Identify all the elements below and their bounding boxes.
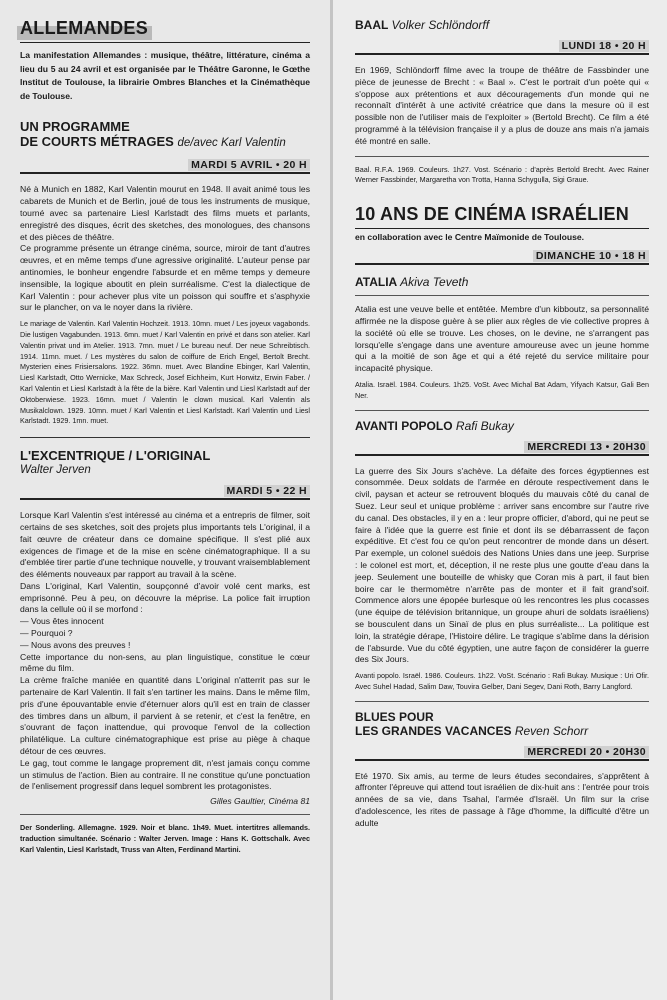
film-credits: Der Sonderling. Allemagne. 1929. Noir et blanc. 1h49. Muet. intertitres allemands. traduction simultanée. Scénario : Walter Jerven. Image : Hans K. Gottschalk. Avec Karl Valentin, Liesl Karlstadt, Truss van Alten, Ferdinand Martini. <box>20 823 310 854</box>
film-title-baal <box>355 18 649 32</box>
divider <box>355 156 649 157</box>
paragraph: Né à Munich en 1882, Karl Valentin mourut en 1948. Il avait animé tous les cabarets de Munich et de Berlin, joué de tous les instruments de musique, tourné avec sa partenaire Liesl Karlstadt des films muets et parlants, enregistré des disques, écrit des sketches, des monologues, des chansons et des pièces de théâtre. <box>20 184 310 242</box>
divider <box>20 42 310 43</box>
paragraph: Cette importance du non-sens, au plan linguistique, constitue le cœur même du film. <box>20 651 310 674</box>
dialogue-line: — Vous êtes innocent <box>20 616 104 627</box>
paragraph: Dans L'original, Karl Valentin, soupçonné d'avoir volé cent marks, est emprisonné. Peu à peu, on découvre la méprise. La police fait irruption dans la cellule où il se morfond : <box>20 580 310 615</box>
film-director: Rafi Bukay <box>455 418 514 433</box>
program-description <box>20 184 310 314</box>
film-title: L'EXCENTRIQUE / L'ORIGINAL <box>20 448 211 464</box>
program-title-line2: DE COURTS MÉTRAGES <box>20 134 174 150</box>
divider <box>355 228 649 229</box>
film-director: Walter Jerven <box>20 464 91 477</box>
paragraph: Ce programme présente un étrange cinéma, source, miroir de tant d'autres œuvres, et en même temps d'une agressive originalité. L'auteur pense par antinomies, le bonheur engendre l'absurde et en même temps y demeure insensible, la logique aboutit en plein surréalisme. C'est la dialectique de Karl Valentin : pour achever plus vite un poisson qui souffre et s'asphyxie sur le plancher, on va le noyer dans la rivière. <box>20 243 310 313</box>
film-credits: Atalia. Israël. 1984. Couleurs. 1h25. VoSt. Avec Michal Bat Adam, Yifyach Katsur, Gali Ben Ner. <box>355 379 649 400</box>
film-title-atalia <box>355 275 649 289</box>
right-column <box>333 0 667 1000</box>
divider <box>20 437 310 438</box>
screening-date: MARDI 5 • 22 H <box>20 485 310 500</box>
film-credits: Le mariage de Valentin. Karl Valentin Hochzeit. 1913. 10mn. muet / Les joyeux vagabonds. Die lustigen Vagabunden. 1913. 6mn. muet / Karl Valentin en privé et dans son atelier. Karl Valentin privat und im Atelier. 1913. 7mn. muet / Le bureau neuf. Der neue Schreibtisch. 1914. 11mn. muet. / Les mystères du salon de coiffure de Erich Engel, Bertolt Brecht. Mysterien eines Frisiersalons. 1922. 36mn. muet. Avec Blandine Ebinger, Karl Valentin, Liesl Karlstadt, Otto Wernicke, Max Schreck, Josef Eichheim, Kurt Horwitz, Erwin Faber. / Karl Valentin et Liesl Karlstadt à la fête de la bière. Karl Valentin und Liesl Karlstadt auf der Oktoberwiese. 1923. 16mn. muet / Valentin le clown musical. Karl Valentin als Musikalclown. 1929. 10mn. muet / Karl Valentin et Liesl Karlstadt. Karl Valentin und Liesl Karlstadt. 1929. 1mn. muet. <box>20 319 310 426</box>
dialogue-line: — Nous avons des preuves ! <box>20 639 131 650</box>
divider <box>355 295 649 296</box>
film-description: Eté 1970. Six amis, au terme de leurs études secondaires, s'apprêtent à affronter l'épreuve qui attend tout israélien de dix-huit ans : l'entrée pour trois années de sa vie, dans Tsahal, l'armée d'Israël. Un film sur la crise d'adolescence, les rites de passage à l'âge d'homme, la difficulté d'être un adulte <box>355 770 649 828</box>
screening-date: MERCREDI 13 • 20H30 <box>355 441 649 456</box>
paragraph: La crème fraîche maniée en quantité dans L'original n'atterrit pas sur le partenaire de Karl Valentin. Il fait s'en tartiner les mains. Dans le même film, pris d'une épouvantable envie d'éternuer alors qu'il est en train de classer des timbres dans un album, il parvient à se retenir, et c'est la fenêtre, en s'ouvrant de façon inattendue, qui provoque l'envol de la collection philatélique. La culture cinématographique est prise au piège à chaque détour de ces œuvres. <box>20 675 310 757</box>
dialogue-line: — Pourquoi ? <box>20 628 73 639</box>
screening-date: LUNDI 18 • 20 H <box>355 40 649 55</box>
film-director: Volker Schlöndorff <box>391 18 490 32</box>
film-credits: Baal. R.F.A. 1969. Couleurs. 1h27. Vost. Scénario : d'après Bertold Brecht. Avec Rainer Werner Fassbinder, Margaretha von Trotta, Hanna Schygulla, Sigi Graue. <box>355 164 649 185</box>
film-description <box>20 510 310 793</box>
film-title: ATALIA <box>355 275 397 290</box>
film-title: AVANTI POPOLO <box>355 418 453 433</box>
divider <box>20 814 310 815</box>
left-column <box>0 0 330 1000</box>
screening-date: DIMANCHE 10 • 18 H <box>355 250 649 265</box>
section-title-allemandes: ALLEMANDES <box>20 18 148 38</box>
divider <box>355 701 649 702</box>
paragraph: Le gag, tout comme le langage proprement dit, n'est jamais conçu comme un stimulus de l'action. Bien au contraire. Il ne constitue qu'une ponctuation de l'enlisement progressif dans lequel sombrent les protagonistes. <box>20 757 310 792</box>
film-description: En 1969, Schlöndorff filme avec la troupe de théâtre de Fassbinder une pièce de jeunesse de Brecht : « Baal ». C'est le portrait d'un poète qui « s'oppose aux prétentions et aux découragements d'un monde qui ne reconnaît d'intérêt à une activité créatrice que dans la mesure où il est possible non de l'utiliser mais de l'exploiter » (Bertold Brecht). Ce film a été programmé à la télévision française il y a plus de douze ans mais n'a jamais été montré en salle. <box>355 65 649 146</box>
divider <box>355 410 649 411</box>
section-title-israeli-cinema: 10 ANS DE CINÉMA ISRAÉLIEN <box>355 204 629 225</box>
program-director: de/avec Karl Valentin <box>177 137 286 150</box>
film-title-line2: LES GRANDES VACANCES <box>355 723 512 738</box>
film-director: Akiva Teveth <box>400 275 469 290</box>
screening-date: MERCREDI 20 • 20H30 <box>355 746 649 761</box>
film-title-avanti-popolo <box>355 419 649 433</box>
film-title-line1: BLUES POUR <box>355 709 434 724</box>
film-title-blues <box>355 710 649 738</box>
program-title <box>20 119 310 151</box>
quote-signature: Gilles Gaultier, Cinéma 81 <box>210 796 310 807</box>
collaboration-note: en collaboration avec le Centre Maïmonide de Toulouse. <box>355 232 585 243</box>
film-description: La guerre des Six Jours s'achève. La défaite des forces égyptiennes est consommée. Deux soldats de l'armée en déroute respectivement dans le civil, paysan et acteur se retrouvent bloqués du mauvais côté du canal de Suez. Leur seul et unique problème : arriver sans encombre sur l'autre rive du canal. Des obstacles, il y en a : leur propre officier, d'abord, qui ne peut se faire à l'idée que la guerre est finie et dont ils se débarrassent de façon expéditive. Et c'est fou ce qu'on peut rencontrer de monde dans un désert. Par exemple, un colonel suédois des Nations Unies dans une jeep. Surprise : le colonel est mort, et, déception, il ne reste plus une goutte d'eau dans la jeep. Seulement une bouteille de whisky que Coran mis à part, il faut bien boire car le thermomètre n'arrête pas de monter et il fait grand'soif. Commence alors une épopée burlesque où les rencontres les plus cocasses (une équipe de télévision britannique, un groupe ahuri de soldats israéliens) se bousculent dans un Sinaï de plus en plus surréaliste... La politique est loin, la stratégie dérape, l'Histoire délire. Le tragique s'abîme dans la dérision de l'absurde. Vue du côté égyptien, une autre façon de considérer la guerre des Six Jours. <box>355 465 649 665</box>
paragraph: Lorsque Karl Valentin s'est intéressé au cinéma et a entrepris de filmer, soit certains de ses sketches, soit des projets plus importants tels L'original, il a fait œuvre de créateur dans ce domaine spécifique. Il s'est plié aux exigences de l'image et de la mise en scène cinématographique. Il a su d'emblée tirer partie d'une technique nouvelle, y trouvant vraisemblablement des éléments nouveaux par rapport au travail à la scène. <box>20 510 310 580</box>
film-title: BAAL <box>355 18 389 32</box>
film-credits: Avanti popolo. Israël. 1986. Couleurs. 1h22. VoSt. Scénario : Rafi Bukay. Musique : Uri Ofir. Avec Suhel Hadad, Salim Daw, Touvira Gelber, Dani Segev, Dani Roth, Barry Langford. <box>355 671 649 691</box>
film-description: Atalia est une veuve belle et entêtée. Membre d'un kibboutz, sa personnalité affirmée ne la dispose guère à se plier aux règles de vie collective propres à la société où elle se trouve. Les choses, on le devine, ne s'arrangent pas lorsqu'elle s'engage dans une aventure amoureuse avec un jeune homme qui a la moitié de son âge et qui a été rejeté du service militaire pour incapacité physique. <box>355 304 649 374</box>
intro-text: La manifestation Allemandes : musique, théâtre, littérature, cinéma a lieu du 5 au 24 avril et est organisée par le Théâtre Garonne, le Gœthe Institut de Toulouse, la librairie Ombres Blanches et la Cinémathèque de Toulouse. <box>20 50 310 101</box>
film-director: Reven Schorr <box>514 723 589 738</box>
screening-date: MARDI 5 AVRIL • 20 H <box>20 159 310 174</box>
program-title-line1: UN PROGRAMME <box>20 119 130 135</box>
